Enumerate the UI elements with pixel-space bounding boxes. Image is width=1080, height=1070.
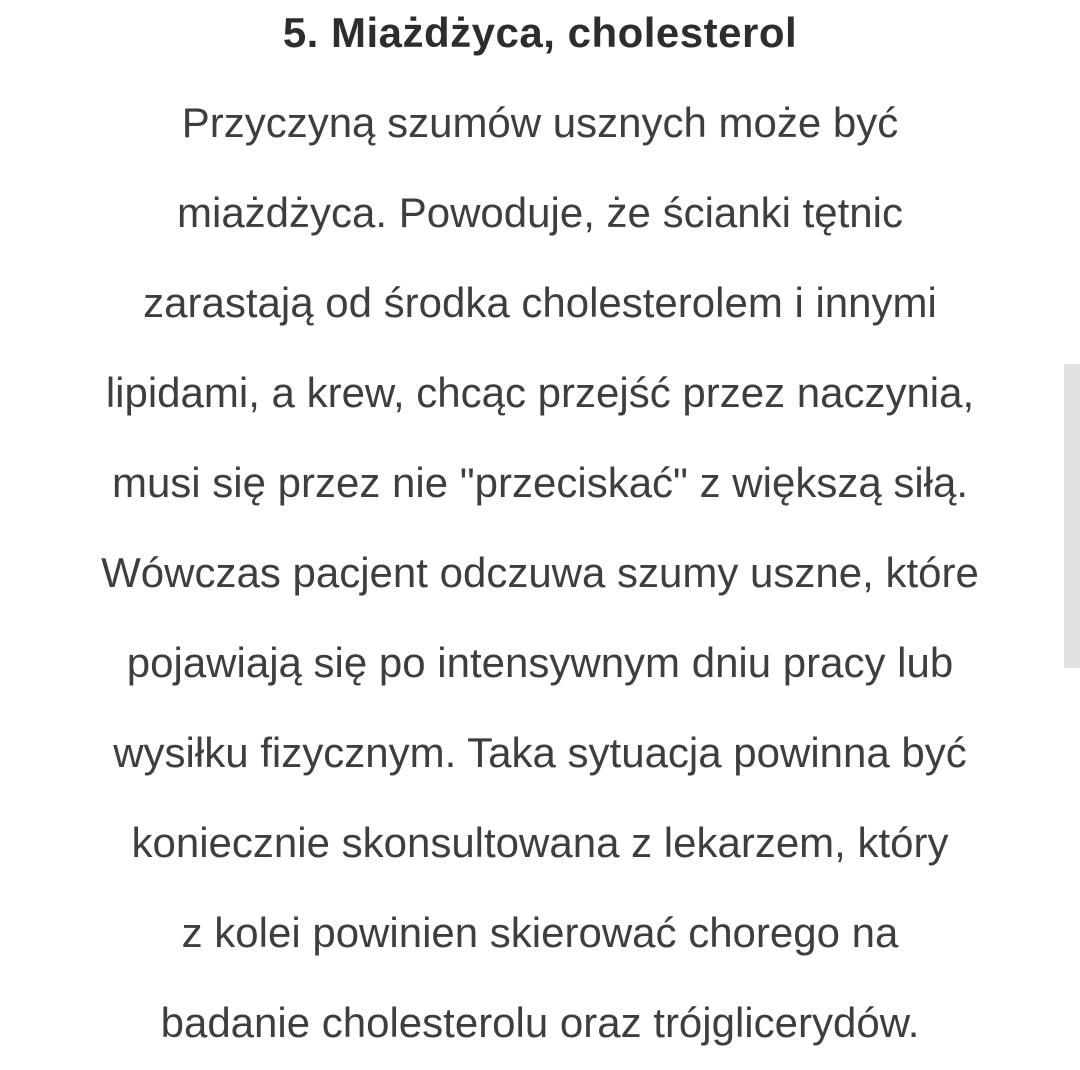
paragraph-line: badanie cholesterolu oraz trójglicerydów. <box>160 999 920 1046</box>
paragraph-line: koniecznie skonsultowana z lekarzem, który <box>131 819 949 866</box>
paragraph-line: wysiłku fizycznym. Taka sytuacja powinna być <box>113 729 967 776</box>
paragraph-line: zarastają od środka cholesterolem i innymi <box>143 279 937 326</box>
scrollbar-thumb[interactable] <box>1064 364 1080 668</box>
paragraph-line: z kolei powinien skierować chorego na <box>181 909 899 956</box>
paragraph-line: miażdżyca. Powoduje, że ścianki tętnic <box>177 189 903 236</box>
paragraph-line: pojawiają się po intensywnym dniu pracy lub <box>126 639 954 686</box>
paragraph-line: Przyczyną szumów usznych może być <box>181 99 899 146</box>
paragraph-line: musi się przez nie "przeciskać" z większą siłą. <box>111 459 969 506</box>
article-section-heading: 5. Miażdżyca, cholesterol <box>282 9 798 56</box>
paragraph-line: Wówczas pacjent odczuwa szumy uszne, które <box>101 549 979 596</box>
paragraph-line: lipidami, a krew, chcąc przejść przez naczynia, <box>105 369 975 416</box>
article-paragraph <box>20 78 1060 1068</box>
